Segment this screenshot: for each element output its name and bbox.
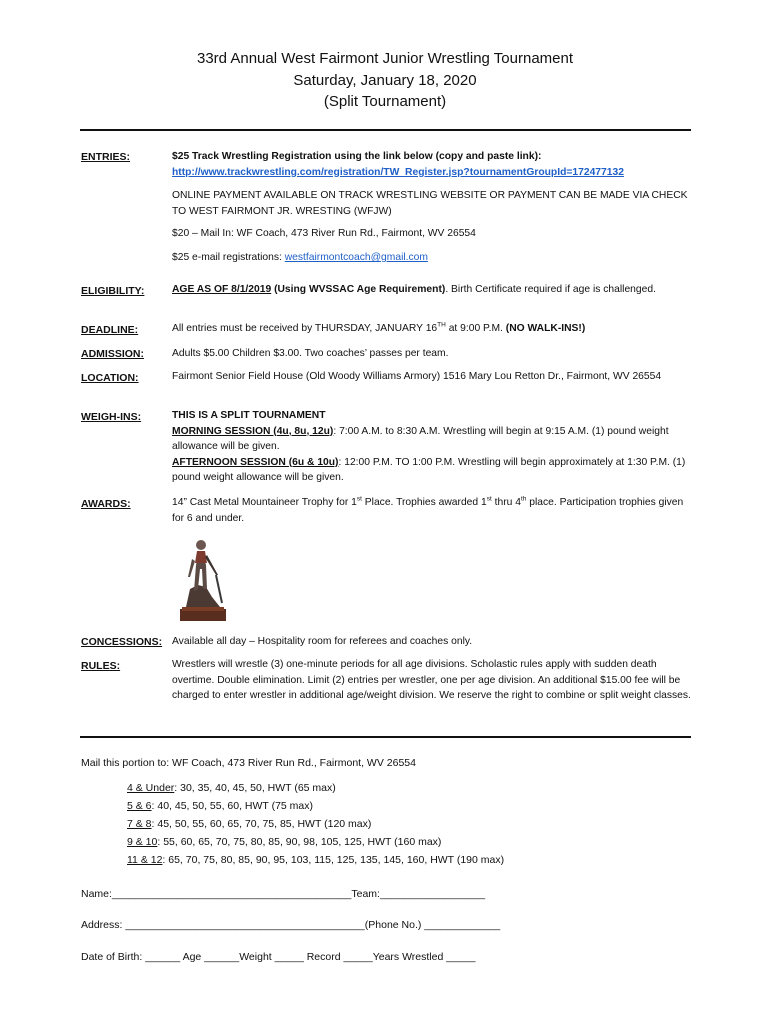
name-team-field[interactable]: Name:_________________________________________Team:__________________ xyxy=(81,888,486,900)
weighins-label: WEIGH-INS: xyxy=(81,411,142,423)
email-registration-line xyxy=(172,250,692,266)
age-group-row xyxy=(127,833,504,851)
age-group-row xyxy=(127,797,504,815)
weight-classes: : 40, 45, 50, 55, 60, HWT (75 max) xyxy=(151,800,313,812)
admission-text: Adults $5.00 Children $3.00. Two coaches’ passes per team. xyxy=(172,348,449,359)
address-phone-field[interactable]: Address: _________________________________________(Phone No.) _____________ xyxy=(81,919,501,931)
deadline-pre: All entries must be received by THURSDAY, JANUARY 16 xyxy=(172,323,438,334)
title-line-3: (Split Tournament) xyxy=(323,93,447,110)
entries-fee-line: $25 Track Wrestling Registration using the link below (copy and paste link): xyxy=(172,151,542,162)
weight-classes: : 55, 60, 65, 70, 75, 80, 85, 90, 98, 105, 125, HWT (160 max) xyxy=(157,836,442,848)
concessions-text: Available all day – Hospitality room for referees and coaches only. xyxy=(172,636,473,647)
deadline-post: at 9:00 P.M. xyxy=(445,323,506,334)
registration-link[interactable]: http://www.trackwrestling.com/registration/TW_Register.jsp?tournamentGroupId=172477132 xyxy=(172,166,624,178)
age-group: 5 & 6 xyxy=(127,800,152,812)
awards-part-1: 14” Cast Metal Mountaineer Trophy for 1 xyxy=(172,497,357,508)
awards-sup-1: st xyxy=(356,495,362,503)
bottom-divider xyxy=(80,736,691,738)
weighins-section xyxy=(172,408,692,486)
age-group: 7 & 8 xyxy=(127,818,152,830)
morning-session-text: : 7:00 A.M. to 8:30 A.M. Wrestling will begin at 9:15 A.M. (1) pound weight allowance will be given. xyxy=(172,425,669,452)
awards-sup-3: th xyxy=(520,495,527,503)
concessions-label: CONCESSIONS: xyxy=(81,636,163,648)
weight-classes: : 65, 70, 75, 80, 85, 90, 95, 103, 115, 125, 135, 145, 160, HWT (190 max) xyxy=(162,854,505,866)
eligibility-text xyxy=(172,282,692,298)
weight-classes: : 30, 35, 40, 45, 50, HWT (65 max) xyxy=(174,782,336,794)
age-group-row xyxy=(127,779,504,797)
top-divider xyxy=(80,129,691,131)
no-walkins: (NO WALK-INS!) xyxy=(505,323,586,334)
morning-session xyxy=(172,424,692,455)
awards-part-4: place. Participation trophies given for 6 and under. xyxy=(172,497,684,524)
trophy-image xyxy=(172,527,234,623)
mail-in-line: $20 – Mail In: WF Coach, 473 River Run Rd., Fairmont, WV 26554 xyxy=(172,228,476,239)
admission-label: ADMISSION: xyxy=(81,348,144,360)
afternoon-session xyxy=(172,455,692,486)
rules-text: Wrestlers will wrestle (3) one-minute periods for all age divisions. Scholastic rules apply with sudden death overtime. Double elimination. Limit (2) entries per wrestler, one per age division. An additional $15.00 fee will be charged to enter wrestler in additional age/weight division. We reserve the right to combine or split weight classes. xyxy=(172,659,691,701)
entries-label: ENTRIES: xyxy=(81,151,131,163)
weight-classes: : 45, 50, 55, 60, 65, 70, 75, 85, HWT (120 max) xyxy=(151,818,372,830)
mail-portion-line: Mail this portion to: WF Coach, 473 River Run Rd., Fairmont, WV 26554 xyxy=(81,757,416,769)
title-line-2: Saturday, January 18, 2020 xyxy=(293,71,477,89)
wvssac-note: (Using WVSSAC Age Requirement) xyxy=(271,284,446,295)
document-title xyxy=(0,48,770,113)
title-line-1: 33rd Annual West Fairmont Junior Wrestling Tournament xyxy=(196,50,574,67)
payment-note: ONLINE PAYMENT AVAILABLE ON TRACK WRESTLING WEBSITE OR PAYMENT CAN BE MADE VIA CHECK TO WEST FAIRMONT JR. WRESTING (WFJW) xyxy=(172,190,688,217)
location-label: LOCATION: xyxy=(81,372,139,384)
entries-section xyxy=(172,149,692,180)
awards-label: AWARDS: xyxy=(81,498,131,510)
eligibility-rest: . Birth Certificate required if age is challenged. xyxy=(445,284,656,295)
rules-label: RULES: xyxy=(81,660,121,672)
age-as-of: AGE AS OF 8/1/2019 xyxy=(172,284,272,295)
deadline-label: DEADLINE: xyxy=(81,324,139,336)
deadline-sup: TH xyxy=(437,321,446,329)
dob-age-weight-field[interactable]: Date of Birth: ______ Age ______Weight _____ Record _____Years Wrestled _____ xyxy=(81,951,476,963)
awards-text xyxy=(172,495,692,526)
age-weight-list xyxy=(127,779,504,869)
deadline-text xyxy=(172,321,692,337)
age-group: 9 & 10 xyxy=(127,836,158,848)
age-group: 4 & Under xyxy=(127,782,175,794)
age-group-row xyxy=(127,851,504,869)
awards-part-3: thru 4 xyxy=(491,497,521,508)
email-link[interactable]: westfairmontcoach@gmail.com xyxy=(284,252,428,263)
email-prefix: $25 e-mail registrations: xyxy=(172,252,285,263)
afternoon-session-text: : 12:00 P.M. TO 1:00 P.M. Wrestling will begin approximately at 1:30 P.M. (1) pound weight allowance will be given. xyxy=(172,456,686,483)
age-group: 11 & 12 xyxy=(127,854,163,866)
location-text: Fairmont Senior Field House (Old Woody Williams Armory) 1516 Mary Lou Retton Dr., Fairmont, WV 26554 xyxy=(172,371,662,382)
awards-part-2: Place. Trophies awarded 1 xyxy=(361,497,487,508)
split-notice: THIS IS A SPLIT TOURNAMENT xyxy=(172,410,326,421)
eligibility-label: ELIGIBILITY: xyxy=(81,285,145,297)
age-group-row xyxy=(127,815,504,833)
afternoon-session-label: AFTERNOON SESSION (6u & 10u) xyxy=(172,456,339,468)
morning-session-label: MORNING SESSION (4u, 8u, 12u) xyxy=(172,425,334,437)
awards-sup-2: st xyxy=(486,495,492,503)
